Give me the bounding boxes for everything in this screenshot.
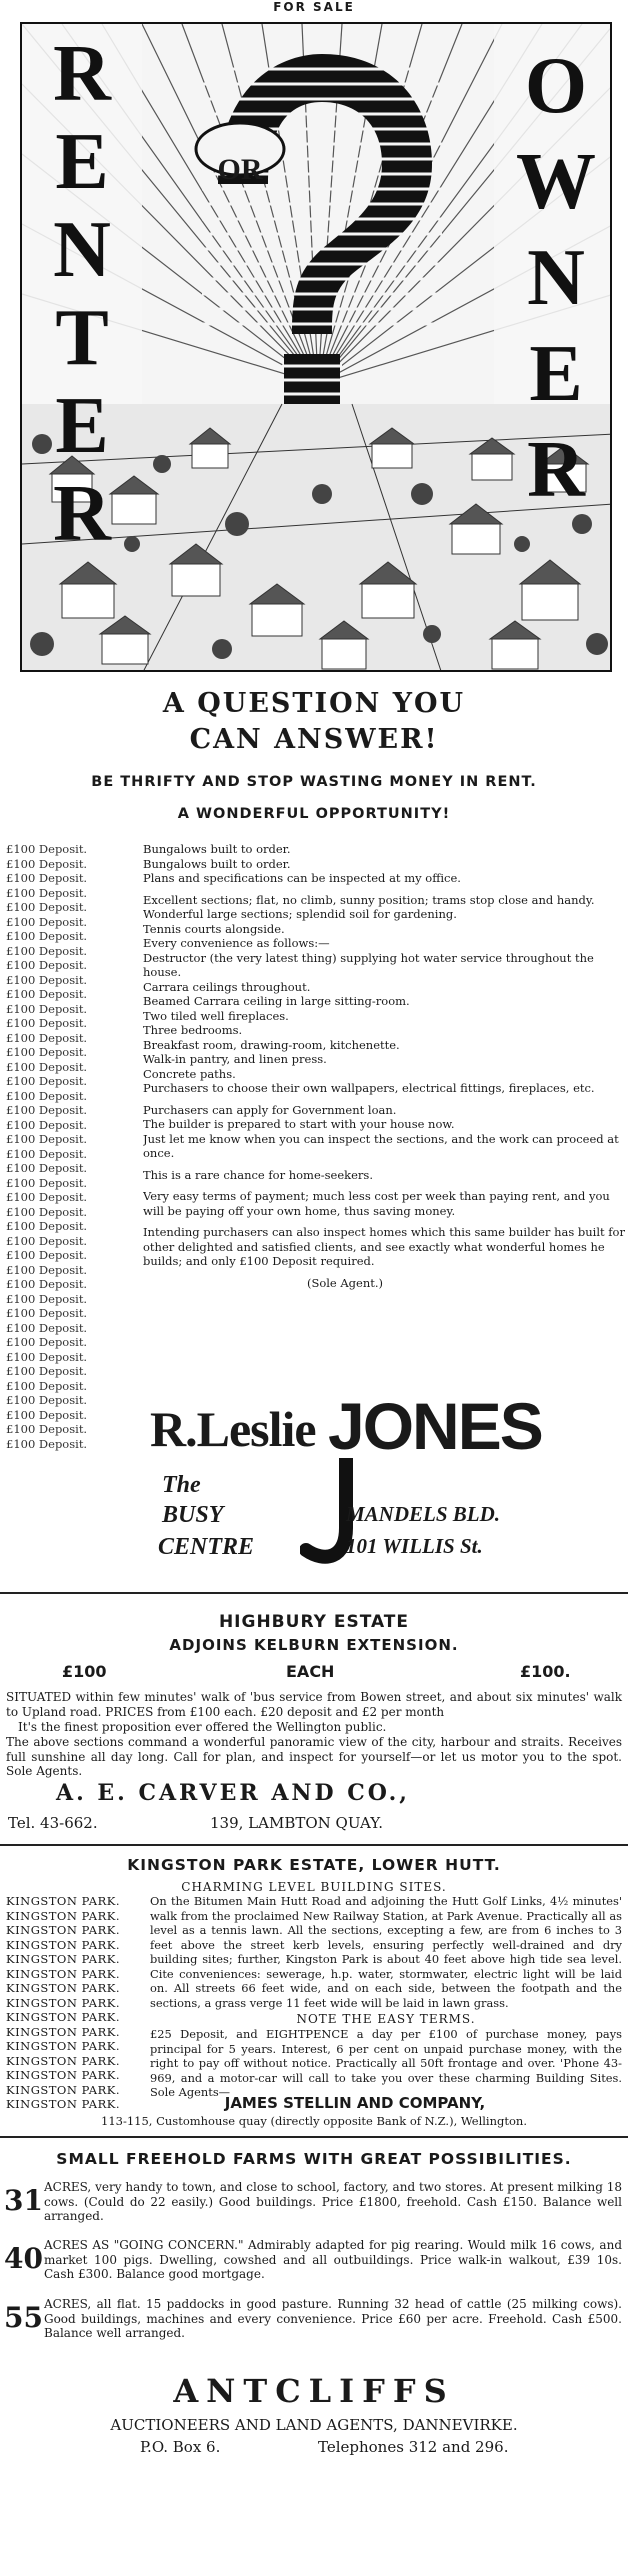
deposit-item: £100 Deposit. <box>6 1306 88 1320</box>
kingston-body: On the Bitumen Main Hutt Road and adjoining the Hutt Golf Links, 4½ minutes' walk from the proclaimed New Railway Station, at Park Avenue. Practically all as level as a tennis lawn. All the sections, excepting a few, are from 6 inches to 3 feet above the street kerb levels, ensuring perfectly well-drained and dry building sites; further, Kingston Park is about 40 feet above high tide sea level. Cite conveniences: sewerage, h.p. water, stormwater, electric light will be laid on. All streets 66 feet wide, and on each side, between the footpath and the sections, a grass verge 11 feet wide will be laid in lawn grass. <box>150 1894 622 2010</box>
farms-agent-sub: AUCTIONEERS AND LAND AGENTS, DANNEVIRKE. <box>110 2416 518 2434</box>
feature-line: Plans and specifications can be inspected at my office. <box>143 871 461 885</box>
page-header: FOR SALE <box>273 0 355 14</box>
kingston-label: KINGSTON PARK. <box>6 1981 120 1995</box>
highbury-agent: A. E. CARVER AND CO., <box>56 1780 410 1806</box>
kingston-terms-title: NOTE THE EASY TERMS. <box>296 2012 476 2026</box>
deposit-item: £100 Deposit. <box>6 1277 88 1291</box>
kingston-label: KINGSTON PARK. <box>6 1937 120 1952</box>
kingston-label: KINGSTON PARK. <box>6 2024 120 2039</box>
kingston-label-column <box>6 1894 146 2112</box>
highbury-title: HIGHBURY ESTATE <box>218 1612 410 1632</box>
deposit-item: £100 Deposit. <box>6 1161 88 1175</box>
feature-line: Walk-in pantry, and linen press. <box>143 1052 327 1066</box>
feature-line: Purchasers can apply for Government loan. <box>143 1102 397 1117</box>
owner-letter: O <box>524 42 588 130</box>
deposit-item: £100 Deposit. <box>6 1016 88 1030</box>
highbury-body-3: The above sections command a wonderful panoramic view of the city, harbour and straits. Receives full sunshine all day long. Call for plan, and inspect for yourself—or let us motor you to the spot. Sole Agents. <box>6 1735 622 1778</box>
deposit-item: £100 Deposit. <box>6 1349 88 1364</box>
renter-owner-illustration <box>20 22 612 672</box>
highbury-price-right: £100. <box>520 1662 571 1681</box>
deposit-item: £100 Deposit. <box>6 871 88 885</box>
deposit-item: £100 Deposit. <box>6 1436 88 1451</box>
kingston-label: KINGSTON PARK. <box>6 2053 120 2068</box>
deposit-item: £100 Deposit. <box>6 842 88 856</box>
renter-letter: E <box>55 382 109 470</box>
deposit-item: £100 Deposit. <box>6 958 88 972</box>
renter-letter: N <box>53 206 111 294</box>
deposit-item: £100 Deposit. <box>6 1059 88 1074</box>
kingston-label: KINGSTON PARK. <box>6 2010 120 2024</box>
highbury-tel: Tel. 43-662. <box>8 1814 98 1832</box>
kingston-address: 113-115, Customhouse quay (directly opposite Bank of N.Z.), Wellington. <box>101 2114 527 2128</box>
features-column <box>143 842 627 1290</box>
feature-line: Excellent sections; flat, no climb, sunny position; trams stop close and handy. <box>143 892 595 907</box>
feature-line: Bungalows built to order. <box>143 856 291 871</box>
farms-title: SMALL FREEHOLD FARMS WITH GREAT POSSIBILITIES. <box>56 2150 572 2168</box>
divider <box>0 1844 628 1846</box>
feature-line: Destructor (the very latest thing) supplying hot water service throughout the house. <box>143 950 594 979</box>
feature-line: Tennis courts alongside. <box>143 921 285 936</box>
deposit-item: £100 Deposit. <box>6 1248 88 1262</box>
agent-logo <box>150 1380 542 1580</box>
deposit-item: £100 Deposit. <box>6 914 88 929</box>
farm-2-text: ACRES AS "GOING CONCERN." Admirably adapted for pig rearing. Would milk 16 cows, and market 100 pigs. Dwelling, cowshed and all outbuildings. Price walk-in walkout, £39 10s. Cash £300. Balance good mortgage. <box>44 2238 622 2281</box>
deposit-item: £100 Deposit. <box>6 1030 88 1045</box>
logo-address-1: MANDELS BLD. <box>346 1502 501 1526</box>
divider <box>0 1592 628 1594</box>
kingston-label: KINGSTON PARK. <box>6 1952 120 1966</box>
kingston-label: KINGSTON PARK. <box>6 2082 120 2097</box>
deposit-item: £100 Deposit. <box>6 972 88 987</box>
highbury-body-2: It's the finest proposition ever offered the Wellington public. <box>18 1720 387 1734</box>
deposit-item: £100 Deposit. <box>6 1291 88 1306</box>
kingston-label: KINGSTON PARK. <box>6 1995 120 2010</box>
kingston-label: KINGSTON PARK. <box>6 1923 120 1937</box>
farm-1-acres: 31 <box>4 2184 43 2217</box>
renter-letter: E <box>55 118 109 206</box>
headline-line-3: BE THRIFTY AND STOP WASTING MONEY IN RENT. <box>91 774 537 790</box>
farm-1-text: ACRES, very handy to town, and close to school, factory, and two stores. At present milking 18 cows. (Could do 22 easily.) Good buildings. Price £1800, freehold. Cash £150. Balance well arranged. <box>44 2180 622 2223</box>
divider <box>0 2136 628 2138</box>
feature-line: Concrete paths. <box>143 1066 236 1081</box>
deposit-item: £100 Deposit. <box>6 1001 88 1016</box>
deposit-item: £100 Deposit. <box>6 1045 88 1059</box>
kingston-subtitle: CHARMING LEVEL BUILDING SITES. <box>181 1880 447 1894</box>
logo-busy: BUSY <box>162 1502 224 1528</box>
deposit-item: £100 Deposit. <box>6 1146 88 1161</box>
deposit-item: £100 Deposit. <box>6 900 88 914</box>
feature-line: Intending purchasers can also inspect homes which this same builder has built for other delighted and satisfied clients, and see exactly what wonderful homes he builds; and only £100 Deposit required. <box>143 1225 625 1268</box>
deposit-item: £100 Deposit. <box>6 1393 88 1407</box>
feature-line: Very easy terms of payment; much less cost per week than paying rent, and you will be paying off your own home, thus saving money. <box>143 1189 610 1218</box>
deposit-item: £100 Deposit. <box>6 1074 88 1088</box>
headline-line-1: A QUESTION YOU <box>162 688 466 719</box>
deposit-item: £100 Deposit. <box>6 1262 88 1277</box>
deposit-item: £100 Deposit. <box>6 1233 88 1248</box>
feature-line: Bungalows built to order. <box>143 842 291 856</box>
owner-letter: N <box>527 234 585 322</box>
deposit-item: £100 Deposit. <box>6 885 88 900</box>
deposit-item: £100 Deposit. <box>6 1422 88 1436</box>
kingston-title: KINGSTON PARK ESTATE, LOWER HUTT. <box>127 1856 501 1874</box>
highbury-subtitle: ADJOINS KELBURN EXTENSION. <box>169 1636 459 1654</box>
feature-line: Purchasers to choose their own wallpapers, electrical fittings, fireplaces, etc. <box>143 1081 595 1095</box>
owner-letter: E <box>529 330 583 418</box>
logo-name-first: R.Leslie <box>150 1401 316 1457</box>
farm-3-acres: 55 <box>4 2301 43 2334</box>
deposit-item: £100 Deposit. <box>6 1088 88 1103</box>
highbury-price-mid: EACH <box>286 1662 335 1681</box>
kingston-label: KINGSTON PARK. <box>6 2039 120 2053</box>
logo-the: The <box>162 1472 201 1498</box>
kingston-label: KINGSTON PARK. <box>6 2097 120 2111</box>
feature-line: Beamed Carrara ceiling in large sitting-room. <box>143 994 410 1008</box>
feature-line: This is a rare chance for home-seekers. <box>143 1167 373 1182</box>
deposit-item: £100 Deposit. <box>6 1378 88 1393</box>
deposit-item: £100 Deposit. <box>6 1117 88 1132</box>
highbury-price-left: £100 <box>62 1662 107 1681</box>
deposit-item: £100 Deposit. <box>6 1103 88 1117</box>
deposit-item: £100 Deposit. <box>6 1175 88 1190</box>
deposit-item: £100 Deposit. <box>6 943 88 958</box>
kingston-label: KINGSTON PARK. <box>6 1966 120 1981</box>
feature-line: Wonderful large sections; splendid soil for gardening. <box>143 907 457 921</box>
kingston-label: KINGSTON PARK. <box>6 1908 120 1923</box>
farms-agent: ANTCLIFFS <box>173 2372 455 2410</box>
logo-address-2: 101 WILLIS St. <box>346 1534 483 1558</box>
sole-agent-note: (Sole Agent.) <box>306 1275 384 1290</box>
logo-name-last: JONES <box>328 1389 542 1463</box>
kingston-label: KINGSTON PARK. <box>6 1894 120 1908</box>
feature-line: The builder is prepared to start with your house now. <box>143 1117 455 1131</box>
owner-letter: R <box>527 426 585 514</box>
headline-line-4: A WONDERFUL OPPORTUNITY! <box>177 806 451 822</box>
deposit-item: £100 Deposit. <box>6 1190 88 1204</box>
deposit-item: £100 Deposit. <box>6 1364 88 1378</box>
renter-letter: R <box>53 470 111 558</box>
feature-line: Just let me know when you can inspect the sections, and the work can proceed at once. <box>143 1131 619 1160</box>
feature-line: Carrara ceilings throughout. <box>143 979 311 994</box>
deposit-column <box>6 842 102 1451</box>
feature-line: Breakfast room, drawing-room, kitchenette. <box>143 1037 400 1052</box>
deposit-item: £100 Deposit. <box>6 1204 88 1219</box>
farms-phones: Telephones 312 and 296. <box>318 2438 509 2456</box>
deposit-item: £100 Deposit. <box>6 1132 88 1146</box>
deposit-item: £100 Deposit. <box>6 856 88 871</box>
logo-centre: CENTRE <box>158 1534 255 1560</box>
farm-2-acres: 40 <box>4 2242 43 2275</box>
deposit-item: £100 Deposit. <box>6 1407 88 1422</box>
kingston-terms: £25 Deposit, and EIGHTPENCE a day per £100 of purchase money, pays principal for 5 years. Interest, 6 per cent on unpaid purchase money, with the right to pay off without notice. Practically all 50ft frontage and over. 'Phone 43-969, and a motor-car will call to take you over these charming Building Sites. Sole Agents— <box>150 2027 622 2099</box>
farm-3-text: ACRES, all flat. 15 paddocks in good pasture. Running 32 head of cattle (25 milking cows). Good buildings, machines and every convenience. Price £60 per acre. Freehold. Cash £500. Balance well arranged. <box>44 2297 622 2340</box>
farms-po-box: P.O. Box 6. <box>140 2438 221 2456</box>
deposit-item: £100 Deposit. <box>6 929 88 943</box>
highbury-address: 139, LAMBTON QUAY. <box>210 1814 383 1832</box>
highbury-body: SITUATED within few minutes' walk of 'bus service from Bowen street, and about six minutes' walk to Upland road. PRICES from £100 each. £20 deposit and £2 per month <box>6 1690 622 1719</box>
deposit-item: £100 Deposit. <box>6 1335 88 1349</box>
headline-line-2: CAN ANSWER! <box>189 724 439 755</box>
renter-letter: T <box>55 294 109 382</box>
or-label: OR <box>217 153 263 186</box>
deposit-item: £100 Deposit. <box>6 1320 88 1335</box>
deposit-item: £100 Deposit. <box>6 987 88 1001</box>
owner-letter: W <box>516 138 596 226</box>
feature-line: Two tiled well fireplaces. <box>143 1008 289 1023</box>
kingston-agent: JAMES STELLIN AND COMPANY, <box>224 2094 486 2112</box>
feature-line: Three bedrooms. <box>143 1023 243 1037</box>
feature-line: Every convenience as follows:— <box>143 936 330 950</box>
kingston-label: KINGSTON PARK. <box>6 2068 120 2082</box>
renter-letter: R <box>53 30 111 118</box>
deposit-item: £100 Deposit. <box>6 1219 88 1233</box>
